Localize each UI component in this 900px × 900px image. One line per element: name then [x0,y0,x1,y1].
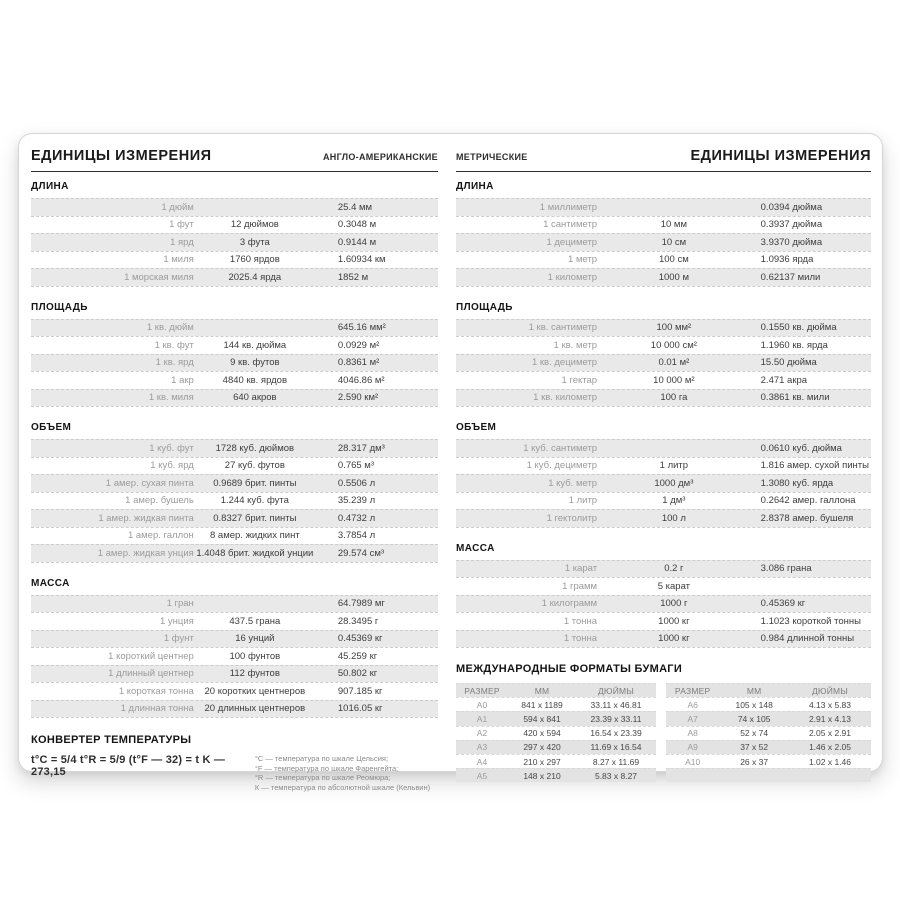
table-row [456,754,656,768]
section-label: ОБЪЕМ [456,422,497,433]
table-row [666,768,871,782]
table-row [31,630,438,648]
column-header-size: РАЗМЕР [674,685,711,696]
table-row [456,595,871,613]
table-cell: 23.39 x 33.11 [590,713,642,724]
table-cell: 1 куб. дециметр [526,460,598,472]
paper-table-header [666,683,871,697]
table-cell: 100 см [658,254,689,266]
table-cell: 1 миллиметр [539,201,598,213]
table-cell: 1.1960 кв. ярда [760,339,828,351]
table-cell: 3.086 грана [760,563,812,575]
table-cell: 594 x 841 [523,713,561,724]
paper-table-b [666,683,871,782]
table-cell: A1 [476,713,488,724]
table-cell: 27 куб. футов [224,460,285,472]
table-cell: 1 фунт [163,633,194,645]
table-cell: 11.69 x 16.54 [590,742,642,753]
table-cell: 0.9689 брит. пинты [213,477,297,489]
table-cell: 1 кв. сантиметр [528,322,598,334]
table-cell: 100 л [661,512,686,524]
table-cell: A3 [476,742,488,753]
table-cell: 1 гран [166,598,194,610]
table-cell: 33.11 x 46.81 [590,699,642,710]
table-cell: 1 дециметр [546,236,598,248]
section-label: ДЛИНА [456,181,494,192]
table-row [31,527,438,545]
table-cell: 74 x 105 [737,713,771,724]
table-row [31,682,438,700]
paper-table-header [456,683,656,697]
table-cell: 1 килограмм [541,598,598,610]
table-cell: 37 x 52 [740,742,769,753]
table-cell: 2.91 x 4.13 [808,713,852,724]
length-table [456,198,871,287]
table-row [456,233,871,251]
page-subtitle: АНГЛО-АМЕРИКАНСКИЕ [322,152,438,162]
page-left [31,148,438,792]
table-row [456,198,871,216]
table-cell: 1000 г [660,598,688,610]
table-row [456,354,871,372]
table-cell: 0.0929 м² [337,339,380,351]
table-cell: 1 амер. жидкая пинта [98,512,194,524]
table-cell: 297 x 420 [523,742,561,753]
temperature-note: °R — температура по шкале Реомюра; [254,773,391,782]
table-row [31,371,438,389]
table-cell: 1 дм³ [662,495,686,507]
table-row [31,354,438,372]
table-row [456,612,871,630]
table-cell: 1728 куб. дюймов [215,442,295,454]
table-cell: 1000 кг [658,615,690,627]
temperature-note: °C — температура по шкале Цельсия; [254,754,389,763]
table-row [456,336,871,354]
table-row [456,439,871,457]
temperature-note: К — температура по абсолютной шкале (Кельвин) [254,782,431,792]
table-cell: 1 дюйм [161,201,194,213]
table-cell: 1000 кг [658,633,690,645]
table-cell: 1 сантиметр [543,219,598,231]
table-cell: 1 амер. сухая пинта [105,477,194,489]
table-cell: 1 миля [163,254,194,266]
table-row [31,251,438,269]
table-row [456,768,656,782]
section-label: ОБЪЕМ [31,422,72,433]
table-row [456,251,871,269]
table-row [456,726,656,740]
table-row [456,457,871,475]
table-cell: 0.3861 кв. мили [760,392,830,404]
table-row [31,492,438,510]
table-cell: 1 кв. километр [533,392,598,404]
section-area [31,302,438,408]
table-cell: 1 амер. жидкая унция [97,547,194,559]
table-cell: 3 фута [239,236,270,248]
page-right [456,148,871,782]
table-row [31,198,438,216]
table-row [31,457,438,475]
table-row [456,371,871,389]
table-row [666,726,871,740]
table-row [456,509,871,527]
table-row [31,389,438,407]
temperature-converter [31,734,438,792]
table-cell: 4840 кв. ярдов [222,374,288,386]
table-cell: 26 x 37 [740,756,769,767]
table-row [456,577,871,595]
table-cell: 1760 ярдов [229,254,280,266]
table-cell: 1 тонна [563,633,598,645]
mass-table [456,560,871,649]
table-cell: 1 куб. ярд [150,460,194,472]
table-cell: A9 [687,742,698,753]
table-cell: 907.185 кг [337,685,383,697]
table-cell: A7 [687,713,698,724]
table-cell: 1 гектолитр [546,512,598,524]
section-label: ПЛОЩАДЬ [456,301,513,313]
table-cell: A6 [687,699,698,710]
table-row [31,595,438,613]
table-cell: 2.05 x 2.91 [808,728,852,739]
table-cell: 1 километр [547,271,598,283]
table-cell: 9 кв. футов [230,357,280,369]
table-row [31,665,438,683]
table-row [31,509,438,527]
table-cell: 1 амер. бушель [125,495,194,507]
table-cell: A4 [476,756,488,767]
table-cell: 10 мм [660,219,687,231]
table-cell: 148 x 210 [523,770,561,781]
section-mass [31,578,438,719]
temperature-formula: t°C = 5/4 t°R = 5/9 (t°F — 32) = t K — 273,15 [31,754,226,778]
table-cell: 210 x 297 [523,756,561,767]
area-table [456,319,871,408]
table-cell: 8.27 x 11.69 [592,756,640,767]
table-cell: 5.83 x 8.27 [594,770,638,781]
table-cell: 1 кв. фут [154,339,194,351]
table-cell: 1852 м [337,271,369,283]
table-cell: 1 куб. сантиметр [523,442,598,454]
table-cell: 1000 дм³ [654,477,694,489]
section-length [31,181,438,287]
table-cell: 20 длинных центнеров [204,703,306,715]
column-header-size: РАЗМЕР [464,685,500,696]
table-cell: 1 ярд [170,236,194,248]
table-cell: 1 фут [169,219,194,231]
page-header [456,148,871,172]
column-header-mm: ММ [746,685,762,696]
table-cell: 5 карат [657,580,690,592]
mass-table [31,595,438,719]
table-cell: 100 фунтов [229,650,281,662]
table-cell: 1 акр [171,374,194,386]
table-cell: 3.7854 л [337,530,376,542]
table-cell: 4046.86 м² [337,374,385,386]
page-header [31,148,438,172]
table-cell: 50.802 кг [337,668,378,680]
table-row [31,233,438,251]
table-cell: 1 литр [568,495,598,507]
table-cell: A2 [476,728,488,739]
table-cell: 1.244 куб. фута [220,495,289,507]
table-cell: 1 куб. фут [149,442,194,454]
table-cell: 0.45369 кг [337,633,383,645]
table-cell: 0.45369 кг [760,598,806,610]
table-cell: 2.8378 амер. бушеля [760,512,854,524]
table-row [31,336,438,354]
table-cell: 2.471 акра [760,374,808,386]
table-row [31,474,438,492]
table-cell: 1 кв. миля [148,392,194,404]
table-cell: 105 x 148 [735,699,773,710]
volume-table [31,439,438,563]
table-cell: 0.0394 дюйма [760,201,823,213]
table-row [456,492,871,510]
section-length [456,181,871,287]
table-cell: 0.01 м² [658,357,690,369]
table-cell: 1 куб. метр [548,477,598,489]
table-cell: 0.9144 м [337,236,377,248]
table-cell: 144 кв. дюйма [223,339,287,351]
table-cell: A10 [685,756,701,767]
table-cell: 0.5506 л [337,477,376,489]
table-cell: 0.2642 амер. галлона [760,495,856,507]
table-cell: A0 [476,699,488,710]
table-cell: 28.3495 г [337,615,379,627]
table-cell: 0.62137 мили [760,271,821,283]
table-cell: 1.4048 брит. жидкой унции [196,547,314,559]
table-row [456,740,656,754]
table-cell: 1 гектар [561,374,598,386]
table-row [666,754,871,768]
table-cell: 1 тонна [563,615,598,627]
table-cell: 1 длинный центнер [108,668,194,680]
table-row [31,700,438,718]
table-cell: 0.8327 брит. пинты [213,512,297,524]
paper-rows-a [456,697,656,782]
table-row [31,647,438,665]
table-row [456,216,871,234]
table-cell: 12 дюймов [230,219,279,231]
table-row [31,319,438,337]
column-header-inches: ДЮЙМЫ [597,685,635,696]
table-cell: 1 короткая тонна [118,685,194,697]
column-header-mm: ММ [534,685,550,696]
table-cell: 52 x 74 [740,728,769,739]
table-row [666,697,871,711]
table-cell: 1 кв. метр [553,339,598,351]
temperature-content [31,754,438,792]
table-cell: 0.2 г [664,563,684,575]
table-row [456,474,871,492]
table-row [31,612,438,630]
table-cell: 64.7989 мг [337,598,385,610]
table-cell: 1 кв. дюйм [146,322,194,334]
table-cell: A5 [476,770,488,781]
section-volume [31,422,438,563]
table-cell: 25.4 мм [337,201,373,213]
table-cell: 20 коротких центнеров [204,685,306,697]
table-cell: 0.8361 м² [337,357,380,369]
table-cell: 4.13 x 5.83 [808,699,852,710]
section-volume [456,422,871,528]
table-row [456,389,871,407]
table-row [456,630,871,648]
paper-formats [456,683,871,782]
table-cell: 16.54 x 23.39 [590,728,642,739]
table-cell: 1.816 амер. сухой пинты [760,460,869,472]
table-cell: 45.259 кг [337,650,378,662]
table-cell: 1 амер. галлон [127,530,194,542]
table-cell: 2.590 км² [337,392,379,404]
table-cell: 1.1023 короткой тонны [760,615,861,627]
page-subtitle: МЕТРИЧЕСКИЕ [456,152,528,162]
table-cell: 1.46 x 2.05 [808,742,852,753]
section-area [456,302,871,408]
table-cell: 16 унций [235,633,275,645]
table-cell: 0.3937 дюйма [760,219,823,231]
table-cell: 1 метр [568,254,598,266]
table-cell: 1.3080 куб. ярда [760,477,834,489]
table-cell: 0.1550 кв. дюйма [760,322,837,334]
table-cell: 29.574 см³ [337,547,385,559]
table-cell: 0.984 длинной тонны [760,633,855,645]
table-cell: 1 карат [564,563,598,575]
table-row [456,697,656,711]
temperature-title: КОНВЕРТЕР ТЕМПЕРАТУРЫ [31,734,192,746]
table-cell: 1 кв. дециметр [531,357,598,369]
section-label: ПЛОЩАДЬ [31,301,88,313]
planner-spread [18,133,883,792]
table-row [31,268,438,286]
table-row [31,544,438,562]
table-cell: 0.765 м³ [337,460,374,472]
table-cell: 15.50 дюйма [760,357,817,369]
table-cell: 28.317 дм³ [337,442,385,454]
table-cell: 645.16 мм² [337,322,386,334]
table-cell: 1 длинная тонна [120,703,194,715]
table-cell: 10 см [661,236,687,248]
table-cell: 1 короткий центнер [108,650,194,662]
paper-table-a [456,683,656,782]
volume-table [456,439,871,528]
section-label: МАССА [456,542,495,554]
temperature-note: °F — температура по шкале Фаренгейта; [254,763,399,773]
area-table [31,319,438,408]
table-cell: 8 амер. жидких пинт [209,530,300,542]
table-cell: 10 000 см² [650,339,697,351]
table-row [31,216,438,234]
table-row [456,711,656,725]
table-cell: 1.0936 ярда [760,254,814,266]
table-cell: 1 морская миля [124,271,194,283]
table-row [456,560,871,578]
table-cell: 1016.05 кг [337,703,383,715]
table-cell: 1 грамм [562,580,598,592]
table-cell: 112 фунтов [229,668,280,680]
table-cell: 1 кв. ярд [155,357,194,369]
table-cell: 1.02 x 1.46 [808,756,852,767]
table-cell: 2025.4 ярда [228,271,282,283]
table-row [666,711,871,725]
table-cell: 1 литр [659,460,689,472]
table-cell: 100 га [660,392,688,404]
table-cell: 0.0610 куб. дюйма [760,442,842,454]
paper-formats-title: МЕЖДУНАРОДНЫЕ ФОРМАТЫ БУМАГИ [456,663,683,675]
section-label: ДЛИНА [31,181,69,192]
page-title: ЕДИНИЦЫ ИЗМЕРЕНИЯ [690,148,871,164]
table-row [456,319,871,337]
table-cell: 1.60934 км [337,254,386,266]
table-cell: 0.3048 м [337,219,377,231]
table-cell: 35.239 л [337,495,376,507]
table-cell: 640 акров [233,392,277,404]
table-cell: 100 мм² [656,322,692,334]
table-row [31,439,438,457]
paper-rows-b [666,697,871,782]
table-row [666,740,871,754]
table-cell: 420 x 594 [523,728,561,739]
column-header-inches: ДЮЙМЫ [811,685,849,696]
table-cell: 437.5 грана [229,615,281,627]
section-label: МАССА [31,577,70,589]
table-cell: 0.4732 л [337,512,376,524]
table-cell: 841 x 1189 [521,699,563,710]
table-row [456,268,871,286]
table-cell: A8 [687,728,698,739]
table-cell: 1000 м [658,271,690,283]
temperature-notes [255,754,438,792]
section-mass [456,543,871,649]
table-cell: 10 000 м² [653,374,695,386]
length-table [31,198,438,287]
table-cell: 1 унция [159,615,194,627]
table-cell: 3.9370 дюйма [760,236,823,248]
page-title: ЕДИНИЦЫ ИЗМЕРЕНИЯ [31,148,212,164]
